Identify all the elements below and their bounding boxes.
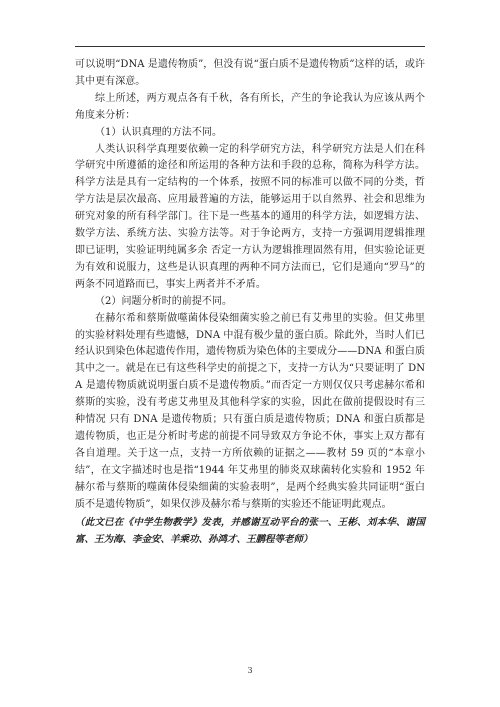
subheading-premise: （2）问题分析时的前提不同。 bbox=[95, 295, 233, 307]
body-text bbox=[75, 57, 425, 549]
paragraph-continuation: 可以说明“DNA 是遗传物质”，但没有说“蛋白质不是遗传物质”这样的话，或许其中更有深意。 bbox=[75, 59, 425, 87]
publication-note: （此文已在《中学生物教学》发表，并感谢互动平台的张一、王彬、刘本华、谢国富、王为海、李金安、羊乘功、孙鸿才、王鹏程等老师） bbox=[75, 517, 425, 546]
subheading-method: （1）认识真理的方法不同。 bbox=[95, 126, 223, 138]
paragraph-premise: 在赫尔希和蔡斯做噬菌体侵染细菌实验之前已有艾弗里的实验。但艾弗里的实验材料处理有些遗憾，DNA 中混有极少量的蛋白质。除此外，当时人们已经认识到染色体起遗传作用，遗传物质为染色体的主要成分——DNA 和蛋白质其中之一。就是在已有这些科学史的前提之下，支持一方认为“只要证明了 DNA 是遗传物质就说明蛋白质不是遗传物质。”而否定一方则仅仅只考虑赫尔希和蔡斯的实验，没有考虑艾弗里及其他科学家的实验，因此在做前提假设时有三种情况 只有 DNA 是遗传物质；只有蛋白质是遗传物质；DNA 和蛋白质都是遗传物质，也正是分析时考虑的前提不同导致双方争论不休，事实上双方都有各自道理。关于这一点，支持一方所依赖的证据之——教材 59 页的“本章小结”，在文字描述时也是指“1944 年艾弗里的肺炎双球菌转化实验和 1952 年赫尔希与蔡斯的噬菌体侵染细菌的实验表明”，是两个经典实验共同证明“蛋白质不是遗传物质”，如果仅涉及赫尔希与蔡斯的实验还不能证明此观点。 bbox=[75, 312, 425, 510]
page-number: 3 bbox=[247, 666, 253, 675]
paragraph-summary: 综上所述，两方观点各有千秋，各有所长，产生的争论我认为应该从两个角度来分析： bbox=[75, 92, 425, 121]
paragraph-method: 人类认识科学真理要依赖一定的科学研究方法，科学研究方法是人们在科学研究中所遵循的途径和所运用的各种方法和手段的总称，简称为科学方法。科学方法是具有一定结构的一个体系，按照不同的标准可以做不同的分类，哲学方法是层次最高、应用最普遍的方法，能够运用于以自然界、社会和思维为研究对象的所有科学部门。往下是一些基本的通用的科学方法，如逻辑方法、数学方法、系统方法、实验方法等。对于争论两方，支持一方强调用逻辑推理即已证明，实验证明纯属多余 否定一方认为逻辑推理固然有用，但实验论证更为有效和说服力，这些是认识真理的两种不同方法而已，它们是通向“罗马”的两条不同道路而已，事实上两者并不矛盾。 bbox=[75, 143, 425, 290]
header-rule bbox=[75, 46, 425, 47]
